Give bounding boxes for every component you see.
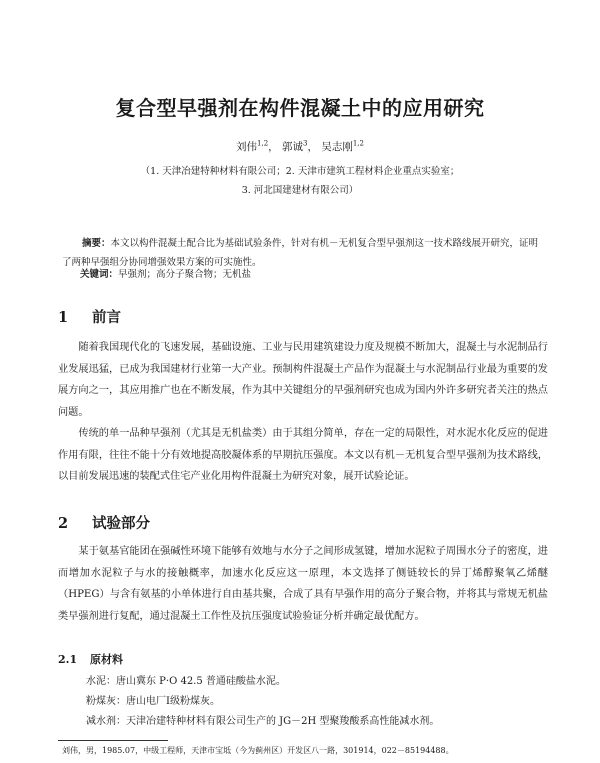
section-heading-2 [58, 512, 150, 533]
affiliation-line-1: （1. 天津冶建特种材料有限公司；2. 天津市建筑工程材料企业重点实验室； [140, 166, 460, 177]
keywords-text: 早强剂；高分子聚合物；无机盐 [118, 269, 252, 280]
author-affiliation-mark: 3 [303, 139, 308, 148]
section-number: 2 [58, 515, 69, 532]
author-name: 吴志刚 [321, 141, 353, 153]
abstract-text: 本文以构件混凝土配合比为基础试验条件，针对有机－无机复合型早强剂这一技术路线展开研究，证明了两种早强组分协同增强效果方案的可实施性。 [62, 238, 539, 268]
section-title: 试验部分 [92, 515, 150, 532]
material-item: 减水剂：天津冶建特种材料有限公司生产的 JG－2H 型聚羧酸系高性能减水剂。 [86, 716, 440, 727]
section-heading-1 [58, 306, 121, 327]
section-title: 前言 [92, 309, 121, 326]
material-item: 粉煤灰：唐山电厂Ⅰ级粉煤灰。 [86, 696, 220, 707]
author-name: 郭诚 [282, 141, 304, 153]
footnote: 刘伟，男，1985.07，中级工程师，天津市宝坻（今为蓟州区）开发区八一路，301914，022－85194488。 [62, 746, 454, 755]
subsection-number: 2.1 [58, 653, 78, 666]
author-line [0, 139, 600, 154]
author-separator: ， [307, 141, 318, 153]
section-2-paragraph-1: 某于氨基官能团在强碱性环境下能够有效地与水分子之间形成氢键，增加水泥粒子周围水分子的密度，进而增加水泥粒子与水的接触概率，加速水化反应这一原理，本文选择了侧链较长的异丁烯醇聚氧乙烯醚（HPEG）与含有氨基的小单体进行自由基共聚，合成了具有早强作用的高分子聚合物，并将其与常规无机盐类早强剂进行复配，通过混凝土工作性及抗压强度试验验证分析并确定最优配方。 [58, 546, 548, 622]
affiliation-line-2: 3. 河北国建建材有限公司） [241, 185, 359, 196]
abstract-label: 摘要： [82, 238, 111, 249]
author-affiliation-mark: 1,2 [352, 139, 364, 148]
keywords [80, 266, 251, 280]
section-1-paragraph-2: 传统的单一品种早强剂（尤其是无机盐类）由于其组分简单，存在一定的局限性，对水泥水化反应的促进作用有限，往往不能十分有效地提高胶凝体系的早期抗压强度。本文以有机－无机复合型早强剂为技术路线，以目前发展迅速的装配式住宅产业化用构件混凝土为研究对象，展开试验论证。 [58, 428, 548, 482]
material-item: 水泥：唐山冀东 P·O 42.5 普通硅酸盐水泥。 [86, 676, 286, 687]
section-1-paragraph-1: 随着我国现代化的飞速发展，基础设施、工业与民用建筑建设力度及规模不断加大，混凝土与水泥制品行业发展迅猛，已成为我国建材行业第一大产业。预制构件混凝土产品作为混凝土与水泥制品行业最为重要的发展方向之一，其应用推广也在不断发展，作为其中关键组分的早强剂研究也成为国内外许多研究者关注的热点问题。 [58, 342, 548, 418]
author-name: 刘伟 [236, 141, 258, 153]
subsection-heading [58, 651, 123, 667]
author-affiliation-mark: 1,2 [257, 139, 269, 148]
subsection-title: 原材料 [90, 653, 123, 666]
section-number: 1 [58, 309, 69, 326]
keywords-label: 关键词： [80, 269, 119, 280]
author-separator: ， [268, 141, 279, 153]
footnote-divider [58, 740, 168, 741]
paper-title: 复合型早强剂在构件混凝土中的应用研究 [115, 96, 485, 120]
